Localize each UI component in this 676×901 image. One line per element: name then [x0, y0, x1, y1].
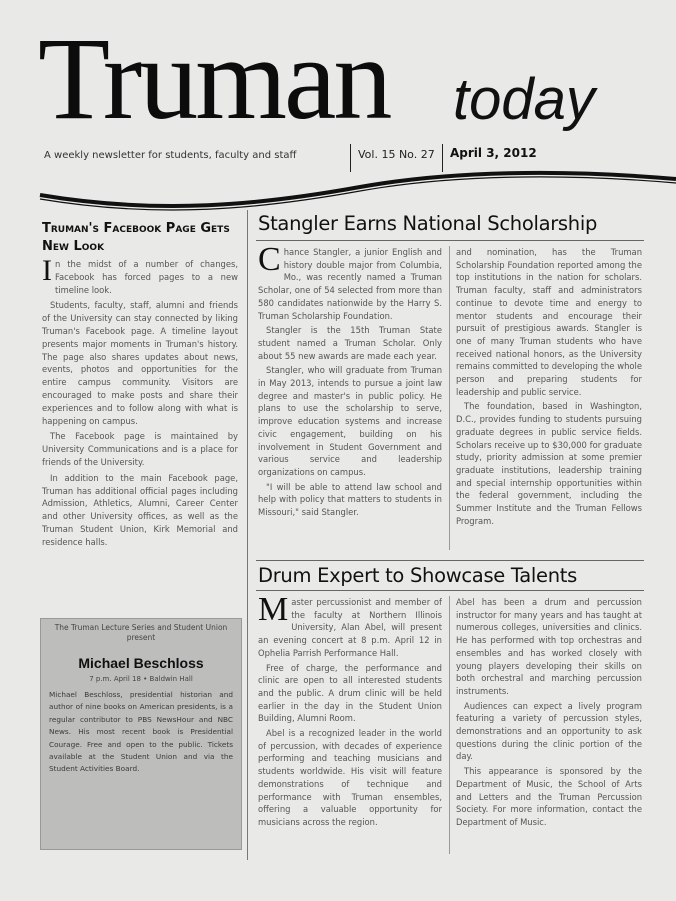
story1-paragraph: Stangler is the 15th Truman State student named a Truman Scholar. Only about 55 new awards are made each year. — [258, 325, 442, 361]
story1-paragraph: The foundation, based in Washington, D.C., provides funding to students pursuing graduate degrees in public service fields. Scholars receive up to $30,000 for graduate study, priority admission at some premier graduate institutions, leadership training and special internship opportunities within the federal government, including the Summer Institute and the Truman Fellows Program. — [456, 401, 642, 526]
story2-top-rule — [256, 560, 644, 561]
story2-paragraph: This appearance is sponsored by the Department of Music, the School of Arts and Letters and the Truman Percussion Society. For more information, contact the Department of Music. — [456, 766, 642, 827]
story2-column-divider — [449, 596, 450, 854]
story1-dropcap: C — [258, 246, 281, 278]
masthead-subtitle: today — [453, 67, 595, 132]
story2-headline: Drum Expert to Showcase Talents — [258, 564, 578, 587]
story2-dropcap: M — [258, 596, 289, 628]
issue-volume: Vol. 15 No. 27 — [358, 148, 435, 161]
story2-paragraph: Free of charge, the performance and clinic are open to all interested students and the public. A drum clinic will be held earlier in the day in the Student Union Building, Alumni Room. — [258, 662, 442, 724]
story2-paragraph: aster percussionist and member of the faculty at Northern Illinois University, Alan Abel, will present an evening concert at 8 p.m. April 12 in Ophelia Parrish Performance Hall. — [258, 597, 442, 658]
story2-paragraph: Audiences can expect a lively program featuring a variety of percussion styles, demonstrations and an opportunity to ask questions during the clinic portion of the day. — [456, 700, 642, 762]
promo-subtitle: 7 p.m. April 18 • Baldwin Hall — [89, 675, 193, 683]
story2-paragraph: Abel has been a drum and percussion instructor for many years and has taught at numerous colleges, universities and clinics. He has performed with top orchestras and ensembles and has worked closely with young players developing their skills on both orchestral and marching percussion instruments. — [456, 597, 642, 696]
lecture-promo-box — [40, 618, 242, 850]
story1-paragraph: hance Stangler, a junior English and history double major from Columbia, Mo., was recently named a Truman Scholar, one of 54 selected from more than 580 candidates nationwide by the Harry S. Truman Scholarship Foundation. — [258, 247, 442, 321]
story1-rule — [256, 240, 644, 241]
sidebar-dropcap: I — [42, 254, 52, 287]
column-divider — [247, 210, 248, 860]
sidebar-paragraph: Students, faculty, staff, alumni and friends of the University can stay connected by liking Truman's Facebook page. A timeline layout presents major moments in Truman's history. The page also shares updates about news, events, photos and opportunities for the entire campus community. Visitors are encouraged to make posts and share their experiences and to follow along with what is happening on campus. — [42, 300, 238, 426]
promo-top-text: The Truman Lecture Series and Student Union present — [54, 623, 228, 642]
sidebar-story-body — [42, 254, 238, 552]
story2-paragraph: Abel is a recognized leader in the world of percussion, with decades of experience performing and teaching musicians and students worldwide. His visit will feature demonstrations of technique and performance with Truman ensembles, offering a valuable opportunity for musicians across the region. — [258, 728, 442, 827]
story2-rule — [256, 590, 644, 591]
sidebar-paragraph: The Facebook page is maintained by University Communications and is a place for friends of the University. — [42, 431, 238, 467]
masthead-title: Truman — [38, 13, 390, 144]
sidebar-paragraph: n the midst of a number of changes, Facebook has forced pages to a new timeline look. — [55, 259, 238, 295]
story1-column-2 — [456, 246, 642, 552]
promo-speaker-name: Michael Beschloss — [78, 655, 204, 671]
issue-date: April 3, 2012 — [450, 146, 537, 160]
sidebar-paragraph: In addition to the main Facebook page, Truman has additional official pages including Admission, Athletics, Alumni, Career Center and other University offices, as well as the Truman Student Union, Kirk Memorial and residence halls. — [42, 472, 238, 547]
story1-headline: Stangler Earns National Scholarship — [258, 212, 598, 235]
story2-column-1 — [258, 596, 442, 858]
masthead-tagline: A weekly newsletter for students, faculty and staff — [44, 150, 297, 161]
story2-column-2 — [456, 596, 642, 858]
masthead-wave-divider — [0, 165, 676, 215]
story1-column-1 — [258, 246, 442, 552]
story1-paragraph: "I will be able to attend law school and help with policy that matters to students in Missouri," said Stangler. — [258, 481, 442, 518]
promo-body: Michael Beschloss, presidential historian and author of nine books on American presidents, is a regular contributor to PBS NewsHour and NBC News. His most recent book is Presidential Courage. Free and open to the public. Tickets available at the Student Union and via the Student Activities Board. — [49, 690, 233, 774]
story1-paragraph: and nomination, has the Truman Scholarship Foundation reported among the top institutions in the nation for scholars. Truman faculty, staff and administrators continue to devote time and energy to mentor students and encourage their pursuit of prestigious awards. Stangler is one of many Truman students who have received national honors, as the University remains committed to developing the whole person and preparing students for leadership and public service. — [456, 247, 642, 397]
story1-paragraph: Stangler, who will graduate from Truman in May 2013, intends to pursue a joint law degree and master's in public policy. He plans to use the scholarship to serve, improve education systems and increase civic engagement, building on his involvement in Student Government and various service and leadership organizations on campus. — [258, 365, 442, 477]
sidebar-headline: Truman's Facebook Page Gets New Look — [42, 221, 230, 254]
story1-column-divider — [449, 246, 450, 550]
